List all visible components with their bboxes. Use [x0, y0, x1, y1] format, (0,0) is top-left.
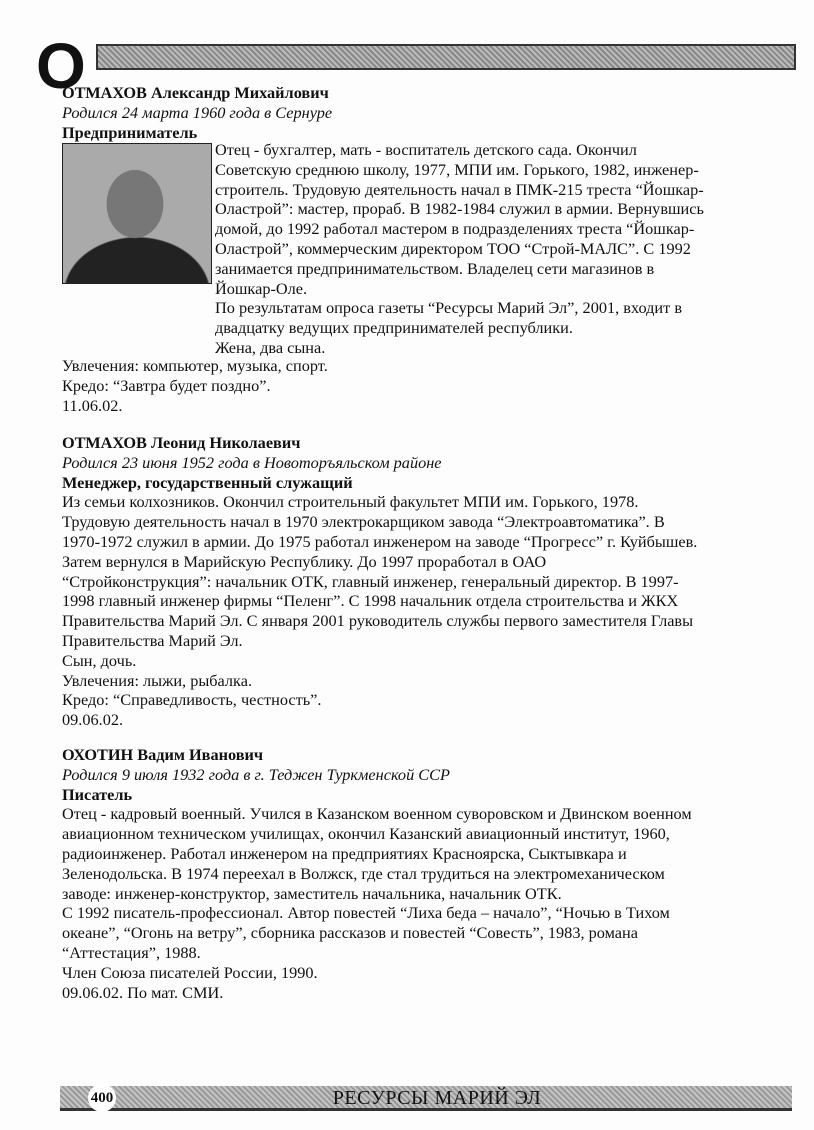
- footer-title: РЕСУРСЫ МАРИЙ ЭЛ: [332, 1087, 542, 1109]
- text-line: Кредо: “Справедливость, честность”.: [62, 690, 322, 710]
- text-line: 09.06.02.: [62, 710, 124, 730]
- text-line: строитель. Трудовую деятельность начал в ПМК-215 треста “Йошкар-: [215, 179, 704, 199]
- text-line: Затем вернулся в Марийскую Республику. До 1997 проработал в ОАО: [62, 551, 547, 571]
- text-line: двадцатку ведущих предпринимателей республики.: [215, 318, 573, 338]
- text-line: 1998 главный инженер фирмы “Пеленг”. С 1998 начальник отдела строительства и ЖКХ: [62, 591, 679, 611]
- entry-name: ОТМАХОВ Леонид Николаевич: [62, 433, 301, 452]
- entry-birth: Родился 23 июня 1952 года в Новоторъяльском районе: [62, 452, 442, 472]
- entry-1-details: [62, 356, 328, 415]
- text-line: Советскую среднюю школу, 1977, МПИ им. Горького, 1982, инженер-: [215, 159, 699, 179]
- text-line: радиоинженер. Работал инженером на предприятиях Красноярска, Сыктывкара и: [62, 843, 627, 863]
- text-line: Из семьи колхозников. Окончил строительный факультет МПИ им. Горького, 1978.: [62, 492, 639, 512]
- text-line: Оластрой”, коммерческим директором ТОО “Строй-МАЛС”. С 1992: [215, 238, 691, 258]
- text-line: занимается предпринимательством. Владелец сети магазинов в: [215, 258, 655, 278]
- entry-name: ОХОТИН Вадим Иванович: [62, 745, 264, 764]
- text-line: Оластрой”: мастер, прораб. В 1982-1984 служил в армии. Вернувшись: [215, 199, 704, 219]
- entry-birth: Родился 24 марта 1960 года в Сернуре: [62, 102, 333, 122]
- text-line: Увлечения: компьютер, музыка, спорт.: [62, 356, 328, 375]
- text-line: Сын, дочь.: [62, 650, 137, 670]
- text-line: Увлечения: лыжи, рыбалка.: [62, 670, 253, 690]
- text-line: Правительства Марий Эл. С января 2001 руководитель службы первого заместителя Главы: [62, 611, 694, 631]
- text-line: “Аттестация”, 1988.: [62, 942, 201, 962]
- text-line: 11.06.02.: [62, 395, 123, 415]
- entry-2: [62, 433, 697, 730]
- entry-name: ОТМАХОВ Александр Михайлович: [62, 83, 329, 102]
- text-line: авиационном техническом училищах, окончил Казанский авиационный институт, 1960,: [62, 824, 670, 844]
- entry-1-bio: [215, 140, 704, 358]
- text-line: 09.06.02. По мат. СМИ.: [62, 982, 224, 1002]
- text-line: Правительства Марий Эл.: [62, 630, 243, 650]
- entry-profession: Предприниматель: [62, 122, 198, 142]
- text-line: Отец - кадровый военный. Учился в Казанском военном суворовском и Двинском военном: [62, 804, 692, 824]
- page-number: 400: [88, 1084, 116, 1112]
- text-line: Отец - бухгалтер, мать - воспитатель детского сада. Окончил: [215, 140, 637, 159]
- section-header-bar: [96, 44, 796, 70]
- text-line: Жена, два сына.: [215, 337, 326, 357]
- text-line: С 1992 писатель-профессионал. Автор повестей “Лиха беда – начало”, “Ночью в Тихом: [62, 903, 670, 923]
- text-line: домой, до 1992 работал мастером в подразделениях треста “Йошкар-: [215, 219, 695, 239]
- text-line: Трудовую деятельность начал в 1970 электрокарщиком завода “Электроавтоматика”. В: [62, 512, 665, 532]
- entry-3: [62, 745, 692, 1002]
- text-line: Йошкар-Оле.: [215, 278, 308, 298]
- section-letter: О: [36, 30, 86, 102]
- text-line: По результатам опроса газеты “Ресурсы Марий Эл”, 2001, входит в: [215, 298, 683, 318]
- text-line: океане”, “Огонь на ветру”, сборника рассказов и повестей “Совесть”, 1983, романа: [62, 923, 638, 943]
- text-line: Член Союза писателей России, 1990.: [62, 962, 318, 982]
- text-line: 1970-1972 служил в армии. До 1975 работал инженером на заводе “Прогресс” г. Куйбышев.: [62, 531, 698, 551]
- text-line: Зеленодольска. В 1974 переехал в Волжск, где стал трудиться на электромеханическом: [62, 863, 665, 883]
- entry-birth: Родился 9 июля 1932 года в г. Теджен Туркменской ССР: [62, 764, 450, 784]
- text-line: заводе: инженер-конструктор, заместитель начальника, начальник ОТК.: [62, 883, 562, 903]
- text-line: “Стройконструкция”: начальник ОТК, главный инженер, генеральный директор. В 1997-: [62, 571, 679, 591]
- entry-profession: Менеджер, государственный служащий: [62, 472, 353, 492]
- entry-profession: Писатель: [62, 784, 133, 804]
- text-line: Кредо: “Завтра будет поздно”.: [62, 375, 271, 395]
- entry-1-header: [62, 83, 332, 142]
- portrait-photo: [62, 143, 212, 284]
